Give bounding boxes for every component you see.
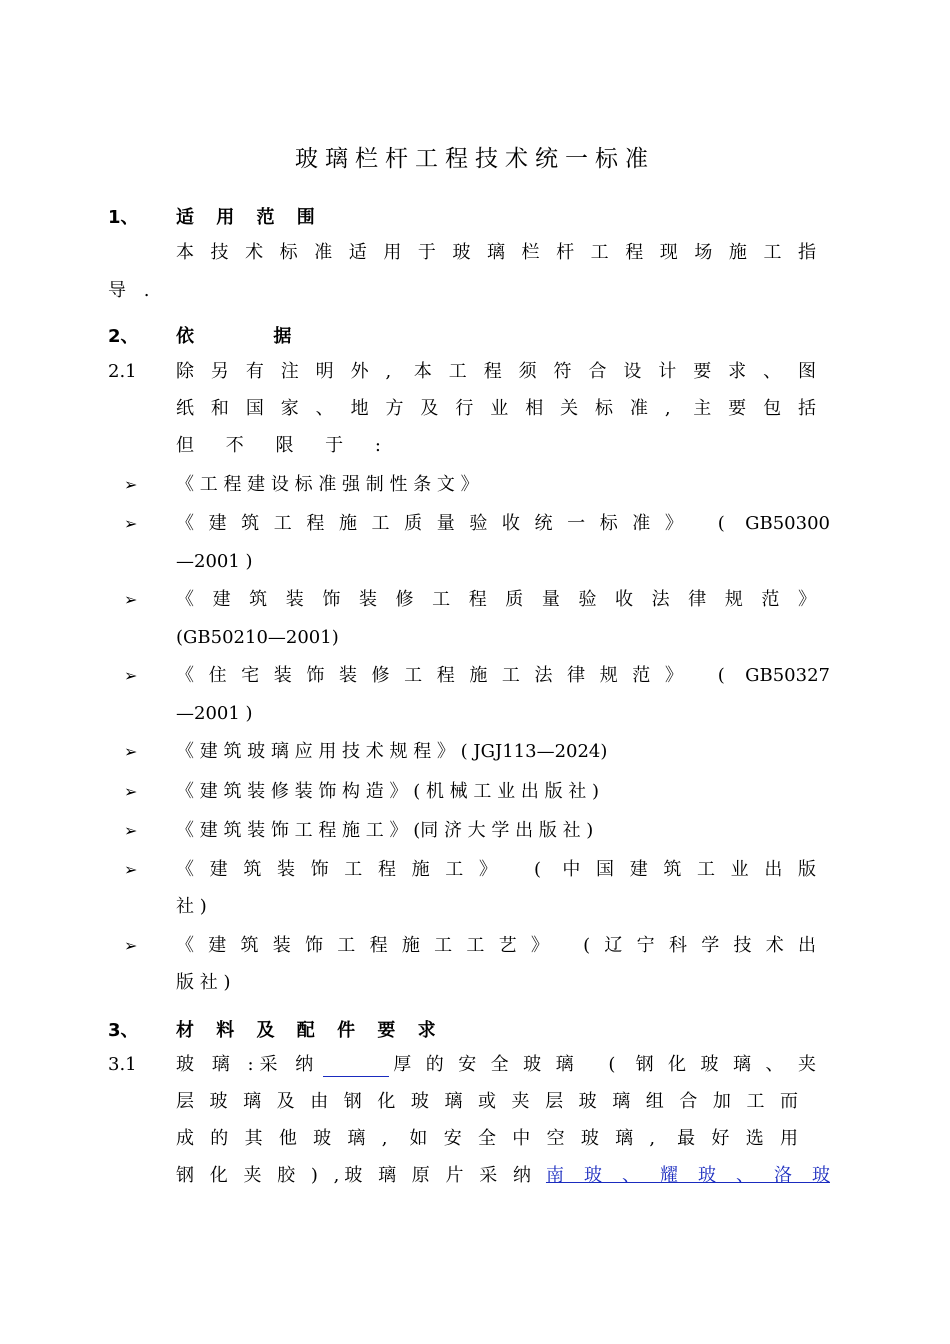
section-1-number: 1、: [108, 207, 139, 228]
glass-brand-link[interactable]: 南玻、耀玻、洛玻: [545, 1165, 830, 1186]
bullet-arrow-icon: ➢: [124, 666, 138, 685]
clause-2-1-line: 除另有注明外, 本工程须符合设计要求、图: [176, 361, 816, 382]
reference-item: 《住宅装饰装修工程施工法律规范》 ( GB50327: [176, 665, 830, 686]
bullet-arrow-icon: ➢: [124, 475, 138, 494]
section-2-heading: 依 据: [176, 326, 300, 347]
bullet-arrow-icon: ➢: [124, 782, 138, 801]
reference-item-cont: —2001 ): [176, 551, 253, 572]
section-1-text-line: 导 .: [108, 280, 156, 301]
section-3-number: 3、: [108, 1020, 139, 1041]
section-2-number: 2、: [108, 326, 139, 347]
reference-item-cont: 版 社 ): [176, 972, 231, 993]
clause-2-1-line: 但 不 限 于 :: [176, 435, 394, 456]
clause-3-1-text: 钢 化 夹 胶 ) ,玻 璃 原 片 采 纳: [176, 1165, 536, 1186]
reference-item-cont: —2001 ): [176, 703, 253, 724]
bullet-arrow-icon: ➢: [124, 821, 138, 840]
bullet-arrow-icon: ➢: [124, 860, 138, 879]
reference-item: 《建筑装饰装修工程质量验收法律规范》: [176, 589, 816, 610]
reference-item: 《建筑装饰工程施工》 ( 中国建筑工业出版: [176, 859, 816, 880]
clause-3-1-line: [176, 1053, 816, 1077]
reference-item: 《 建 筑 玻 璃 应 用 技 术 规 程 》 ( JGJ113—2024): [176, 741, 608, 762]
bullet-arrow-icon: ➢: [124, 514, 138, 533]
reference-item: 《 工 程 建 设 标 准 强 制 性 条 文 》: [176, 474, 479, 495]
section-1-text-line: 本技术标准适用于玻璃栏杆工程现场施工指: [176, 242, 816, 263]
bullet-arrow-icon: ➢: [124, 742, 138, 761]
page-title: 玻璃栏杆工程技术统一标准: [295, 146, 655, 172]
clause-3-1-number: 3.1: [108, 1054, 137, 1075]
reference-item: 《建筑装饰工程施工工艺》 (辽宁科学技术出: [176, 935, 816, 956]
clause-3-1-line: [176, 1164, 830, 1188]
clause-3-1-text: 玻 璃 :采 纳: [176, 1054, 320, 1075]
section-1-heading: 适 用 范 围: [176, 207, 323, 228]
reference-item-cont: (GB50210—2001): [176, 627, 339, 648]
reference-item: 《 建 筑 装 修 装 饰 构 造 》 ( 机 械 工 业 出 版 社 ): [176, 781, 600, 802]
bullet-arrow-icon: ➢: [124, 590, 138, 609]
reference-item: 《 建 筑 装 饰 工 程 施 工 》 (同 济 大 学 出 版 社 ): [176, 820, 594, 841]
clause-2-1-number: 2.1: [108, 361, 137, 382]
thickness-blank: [323, 1058, 389, 1077]
clause-3-1-line: 成的其他玻璃, 如安全中空玻璃, 最好选用: [176, 1128, 798, 1149]
reference-item: 《建筑工程施工质量验收统一标准》 ( GB50300: [176, 513, 830, 534]
clause-3-1-text: 厚的安全玻璃 ( 钢化玻璃、夹: [393, 1054, 816, 1075]
clause-3-1-line: 层玻璃及由钢化玻璃或夹层玻璃组合加工而: [176, 1091, 798, 1112]
bullet-arrow-icon: ➢: [124, 936, 138, 955]
section-3-heading: 材 料 及 配 件 要 求: [176, 1020, 444, 1041]
reference-item-cont: 社 ): [176, 896, 207, 917]
clause-2-1-line: 纸和国家、地方及行业相关标准, 主要包括: [176, 398, 816, 419]
